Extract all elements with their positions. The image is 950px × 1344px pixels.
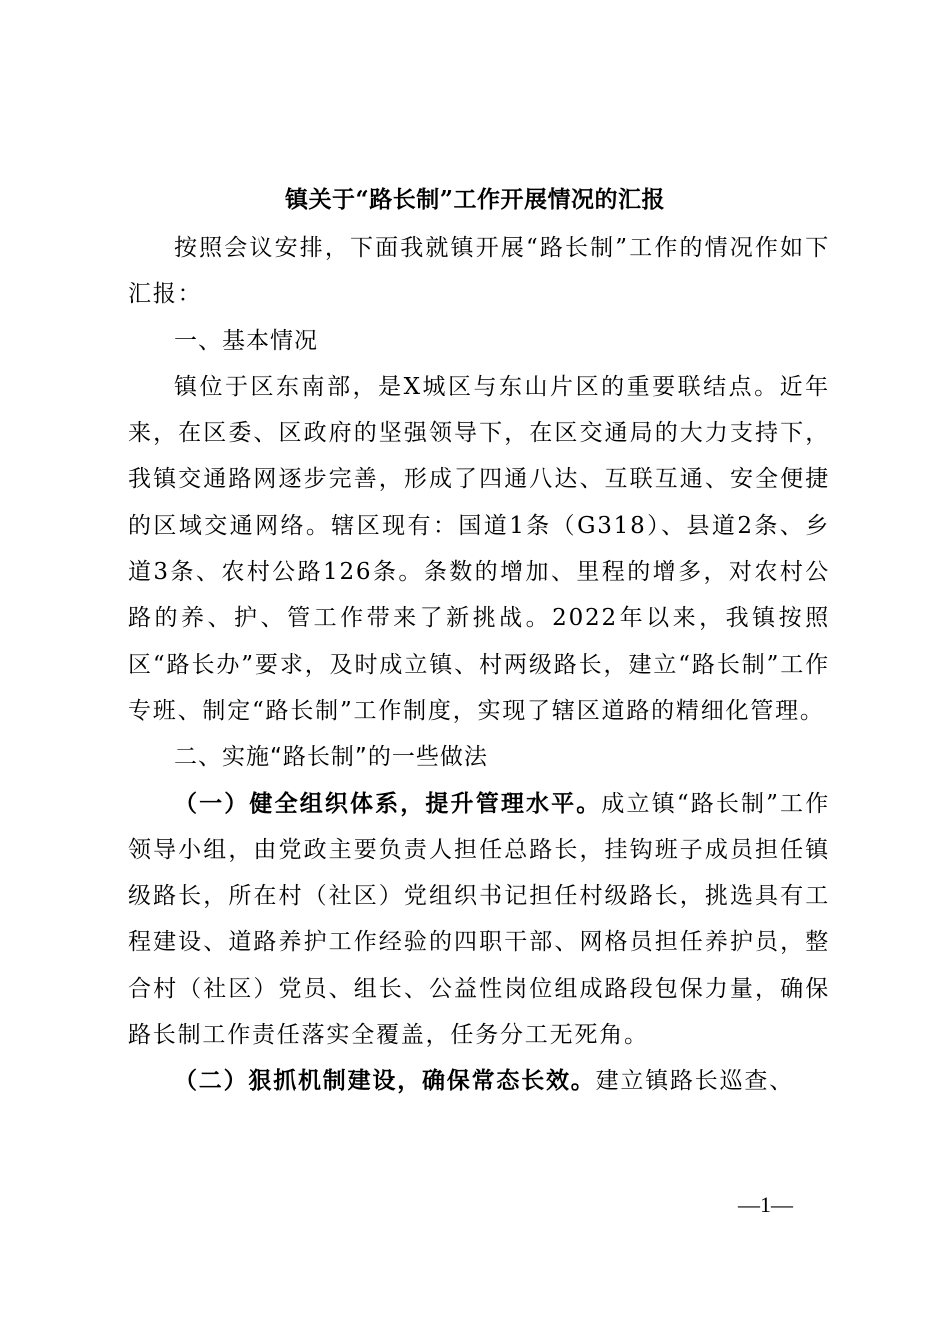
practice-item-1 [128, 781, 830, 1059]
practice-item-2-text: 建立镇路长巡查、 [595, 1068, 795, 1095]
practice-item-2 [128, 1058, 830, 1104]
document-body [128, 225, 830, 1105]
section-heading-basic: 一、基本情况 [174, 327, 318, 354]
practice-item-1-text: 成立镇“路长制”工作领导小组，由党政主要负责人担任总路长，挂钩班子成员担任镇级路长，所在村（社区）党组织书记担任村级路长，挑选具有工程建设、道路养护工作经验的四职干部、网格员担任养护员，整合村（社区）党员、组长、公益性岗位组成路段包保力量，确保路长制工作责任落实全覆盖，任务分工无死角。 [128, 790, 830, 1049]
practice-item-1-lead: （一）健全组织体系，提升管理水平。 [174, 789, 602, 817]
practice-item-2-lead: （二）狠抓机制建设，确保常态长效。 [174, 1067, 596, 1095]
basic-situation-paragraph: 镇位于区东南部，是X城区与东山片区的重要联结点。近年来，在区委、区政府的坚强领导下，在区交通局的大力支持下，我镇交通路网逐步完善，形成了四通八达、互联互通、安全便捷的区域交通网络。辖区现有：国道1条（G318）、县道2条、乡道3条、农村公路126条。条数的增加、里程的增多，对农村公路的养、护、管工作带来了新挑战。2022年以来，我镇按照区“路长办”要求，及时成立镇、村两级路长，建立“路长制”工作专班、制定“路长制”工作制度，实现了辖区道路的精细化管理。 [128, 373, 830, 724]
section-heading-practices: 二、实施“路长制”的一些做法 [174, 744, 488, 771]
page-number: —1— [738, 1192, 793, 1217]
document-title: 镇关于“路长制”工作开展情况的汇报 [285, 186, 665, 213]
intro-paragraph: 按照会议安排，下面我就镇开展“路长制”工作的情况作如下汇报： [128, 235, 830, 308]
